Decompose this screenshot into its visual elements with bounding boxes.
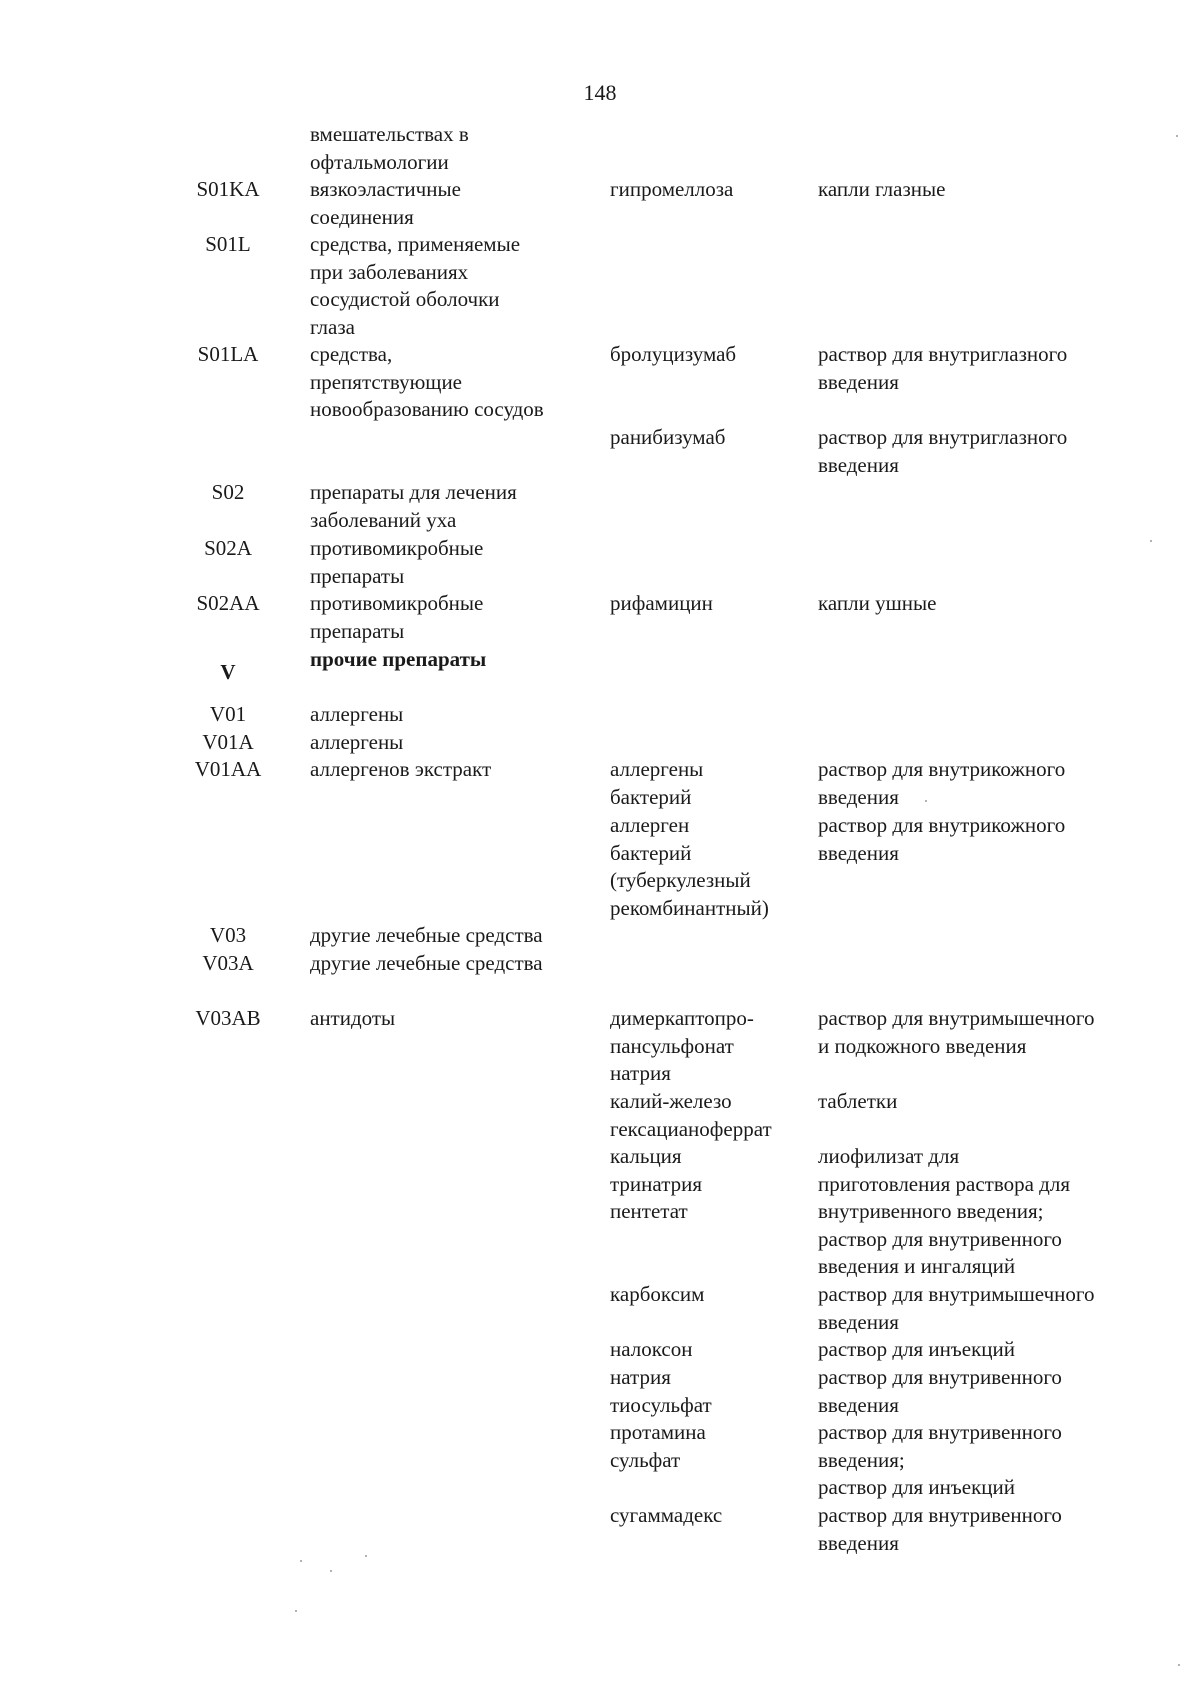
dosage-form: капли глазные (818, 177, 946, 201)
drug-name: сугаммадекс (610, 1503, 723, 1527)
dosage-form: раствор для внутрикожного введения (818, 813, 1066, 865)
scan-speck (330, 1570, 332, 1572)
drug-name: натрия тиосульфат (610, 1365, 712, 1417)
drug-name: протамина сульфат (610, 1420, 706, 1472)
atc-code: S01KA (196, 177, 260, 201)
group-name: другие лечебные средства (310, 951, 543, 975)
atc-code: V01 (209, 702, 247, 726)
atc-code: V01AA (194, 757, 262, 781)
drug-name: налоксон (610, 1337, 693, 1361)
atc-code: V03A (202, 951, 254, 975)
dosage-form: таблетки (818, 1089, 898, 1113)
atc-code: S02AA (196, 591, 260, 615)
group-name: противомикробные препараты (310, 536, 484, 588)
dosage-form: раствор для инъекций (818, 1337, 1015, 1361)
scan-speck (300, 1560, 302, 1562)
dosage-form: раствор для внутривенного введения (818, 1365, 1062, 1417)
scan-speck (295, 1610, 297, 1612)
group-name: аллергенов экстракт (310, 757, 492, 781)
group-name: прочие препараты (310, 647, 487, 671)
atc-code: S01L (205, 232, 251, 256)
drug-name: димеркаптопро- пансульфонат натрия (610, 1006, 754, 1086)
group-name: аллергены (310, 730, 404, 754)
group-name: противомикробные препараты (310, 591, 484, 643)
group-name: средства, препятствующие новообразованию сосудов (310, 342, 544, 422)
scan-speck (1150, 540, 1152, 542)
group-name: другие лечебные средства (310, 923, 543, 947)
atc-code: S01LA (197, 342, 259, 366)
group-name: вязкоэластичные соединения (310, 177, 461, 229)
dosage-form: раствор для внутриглазного введения (818, 342, 1068, 394)
dosage-form: раствор для внутриглазного введения (818, 425, 1068, 477)
atc-code: S02A (204, 536, 252, 560)
scan-speck (925, 800, 927, 802)
dosage-form: раствор для внутримышечного и подкожного введения (818, 1006, 1095, 1058)
scan-speck (1176, 135, 1178, 137)
drug-name: бролуцизумаб (610, 342, 737, 366)
atc-code: V03 (209, 923, 247, 947)
scan-speck (1178, 1664, 1180, 1666)
page-number: 148 (583, 80, 617, 105)
group-name: аллергены (310, 702, 404, 726)
atc-code: V01A (202, 730, 254, 754)
drug-name: рифамицин (610, 591, 713, 615)
atc-code: V (220, 660, 236, 684)
dosage-form: раствор для внутривенного введения; раствор для инъекций (818, 1420, 1062, 1500)
group-name: вмешательствах в офтальмологии (310, 122, 469, 174)
group-name: средства, применяемые при заболеваниях сосудистой оболочки глаза (310, 232, 521, 339)
dosage-form: капли ушные (818, 591, 937, 615)
drug-name: кальция тринатрия пентетат (610, 1144, 703, 1224)
dosage-form: раствор для внутримышечного введения (818, 1282, 1095, 1334)
dosage-form: раствор для внутрикожного введения (818, 757, 1066, 809)
atc-code: V03AB (195, 1006, 261, 1030)
drug-name: гипромеллоза (610, 177, 734, 201)
drug-name: калий-железо гексацианоферрат (610, 1089, 772, 1141)
drug-name: ранибизумаб (610, 425, 726, 449)
dosage-form: раствор для внутривенного введения (818, 1503, 1062, 1555)
drug-name: аллерген бактерий (туберкулезный рекомбинантный) (610, 813, 769, 920)
scan-speck (365, 1555, 367, 1557)
group-name: препараты для лечения заболеваний уха (310, 480, 517, 532)
drug-name: аллергены бактерий (610, 757, 704, 809)
dosage-form: лиофилизат для приготовления раствора для внутривенного введения; раствор для внутривенного введения и ингаляций (818, 1144, 1070, 1279)
drug-name: карбоксим (610, 1282, 705, 1306)
atc-code: S02 (211, 480, 245, 504)
group-name: антидоты (310, 1006, 396, 1030)
